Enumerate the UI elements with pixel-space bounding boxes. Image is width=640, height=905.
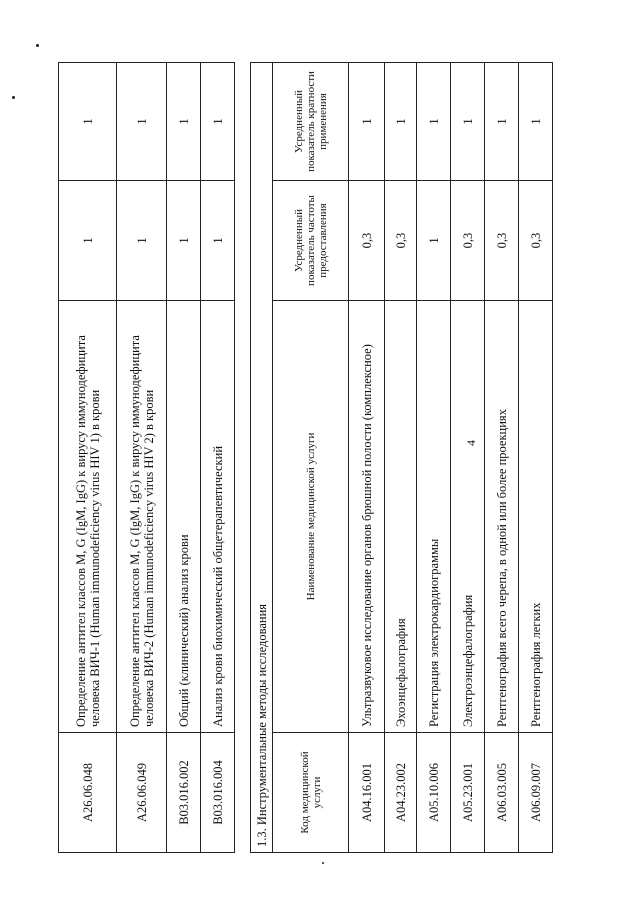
service-code: A04.16.001 xyxy=(349,733,385,853)
table-row xyxy=(451,62,485,852)
scan-speck xyxy=(12,96,15,99)
service-code: A04.23.002 xyxy=(385,733,417,853)
table-row xyxy=(519,62,553,852)
service-frequency: 1 xyxy=(117,181,167,301)
column-header-multiplicity: Усредненный показатель кратности применения xyxy=(273,62,349,180)
service-multiplicity: 1 xyxy=(117,63,167,181)
service-frequency: 0,3 xyxy=(485,181,519,301)
service-frequency: 1 xyxy=(417,181,451,301)
service-multiplicity: 1 xyxy=(201,63,235,181)
service-code: A26.06.048 xyxy=(59,733,117,853)
service-name: Определение антител классов M, G (IgM, IgG) к вирусу иммунодефицита человека ВИЧ-1 (Human immunodeficiency virus HIV 1) в крови xyxy=(59,301,117,733)
service-multiplicity: 1 xyxy=(349,62,385,180)
service-name: Ультразвуковое исследование органов брюшной полости (комплексное) xyxy=(349,301,385,733)
service-code: A06.03.005 xyxy=(485,733,519,853)
service-frequency: 0,3 xyxy=(451,181,485,301)
service-code: B03.016.002 xyxy=(167,733,201,853)
service-multiplicity: 1 xyxy=(385,62,417,180)
service-multiplicity: 1 xyxy=(59,63,117,181)
service-code: A05.10.006 xyxy=(417,733,451,853)
scan-speck xyxy=(36,44,39,47)
column-header-code: Код медицинской услуги xyxy=(273,733,349,853)
table-row xyxy=(59,63,117,853)
service-multiplicity: 1 xyxy=(417,62,451,180)
service-code: A26.06.049 xyxy=(117,733,167,853)
service-multiplicity: 1 xyxy=(451,62,485,180)
table-row xyxy=(385,62,417,852)
service-name: Электроэнцефалография xyxy=(451,301,485,733)
service-multiplicity: 1 xyxy=(485,62,519,180)
document-content xyxy=(58,63,618,853)
table-row xyxy=(201,63,235,853)
service-frequency: 1 xyxy=(59,181,117,301)
service-frequency: 1 xyxy=(201,181,235,301)
service-multiplicity: 1 xyxy=(167,63,201,181)
service-code: A06.09.007 xyxy=(519,733,553,853)
service-code: B03.016.004 xyxy=(201,733,235,853)
service-name: Рентгенография легких xyxy=(519,301,553,733)
section-title-row xyxy=(251,62,273,852)
header-row xyxy=(273,62,349,852)
service-frequency: 0,3 xyxy=(385,181,417,301)
service-multiplicity: 1 xyxy=(519,62,553,180)
service-name: Общий (клинический) анализ крови xyxy=(167,301,201,733)
service-name: Определение антител классов M, G (IgM, IgG) к вирусу иммунодефицита человека ВИЧ-2 (Human immunodeficiency virus HIV 2) в крови xyxy=(117,301,167,733)
table-row xyxy=(167,63,201,853)
service-name: Регистрация электрокардиограммы xyxy=(417,301,451,733)
page-number: 4 xyxy=(464,440,478,446)
service-frequency: 0,3 xyxy=(349,181,385,301)
service-name: Рентгенография всего черепа, в одной или более проекциях xyxy=(485,301,519,733)
instrumental-methods-table xyxy=(250,62,553,853)
scan-speck xyxy=(322,862,324,864)
section-title: 1.3. Инструментальные методы исследования xyxy=(251,62,273,852)
column-header-frequency: Усредненный показатель частоты предоставления xyxy=(273,181,349,301)
service-name: Эхоэнцефалография xyxy=(385,301,417,733)
column-header-name: Наименование медицинской услуги xyxy=(273,301,349,733)
table-row xyxy=(117,63,167,853)
service-frequency: 0,3 xyxy=(519,181,553,301)
table-row xyxy=(349,62,385,852)
service-name: Анализ крови биохимический общетерапевтический xyxy=(201,301,235,733)
services-table-top xyxy=(58,62,235,853)
table-row xyxy=(485,62,519,852)
service-code: A05.23.001 xyxy=(451,733,485,853)
table-row xyxy=(417,62,451,852)
service-frequency: 1 xyxy=(167,181,201,301)
